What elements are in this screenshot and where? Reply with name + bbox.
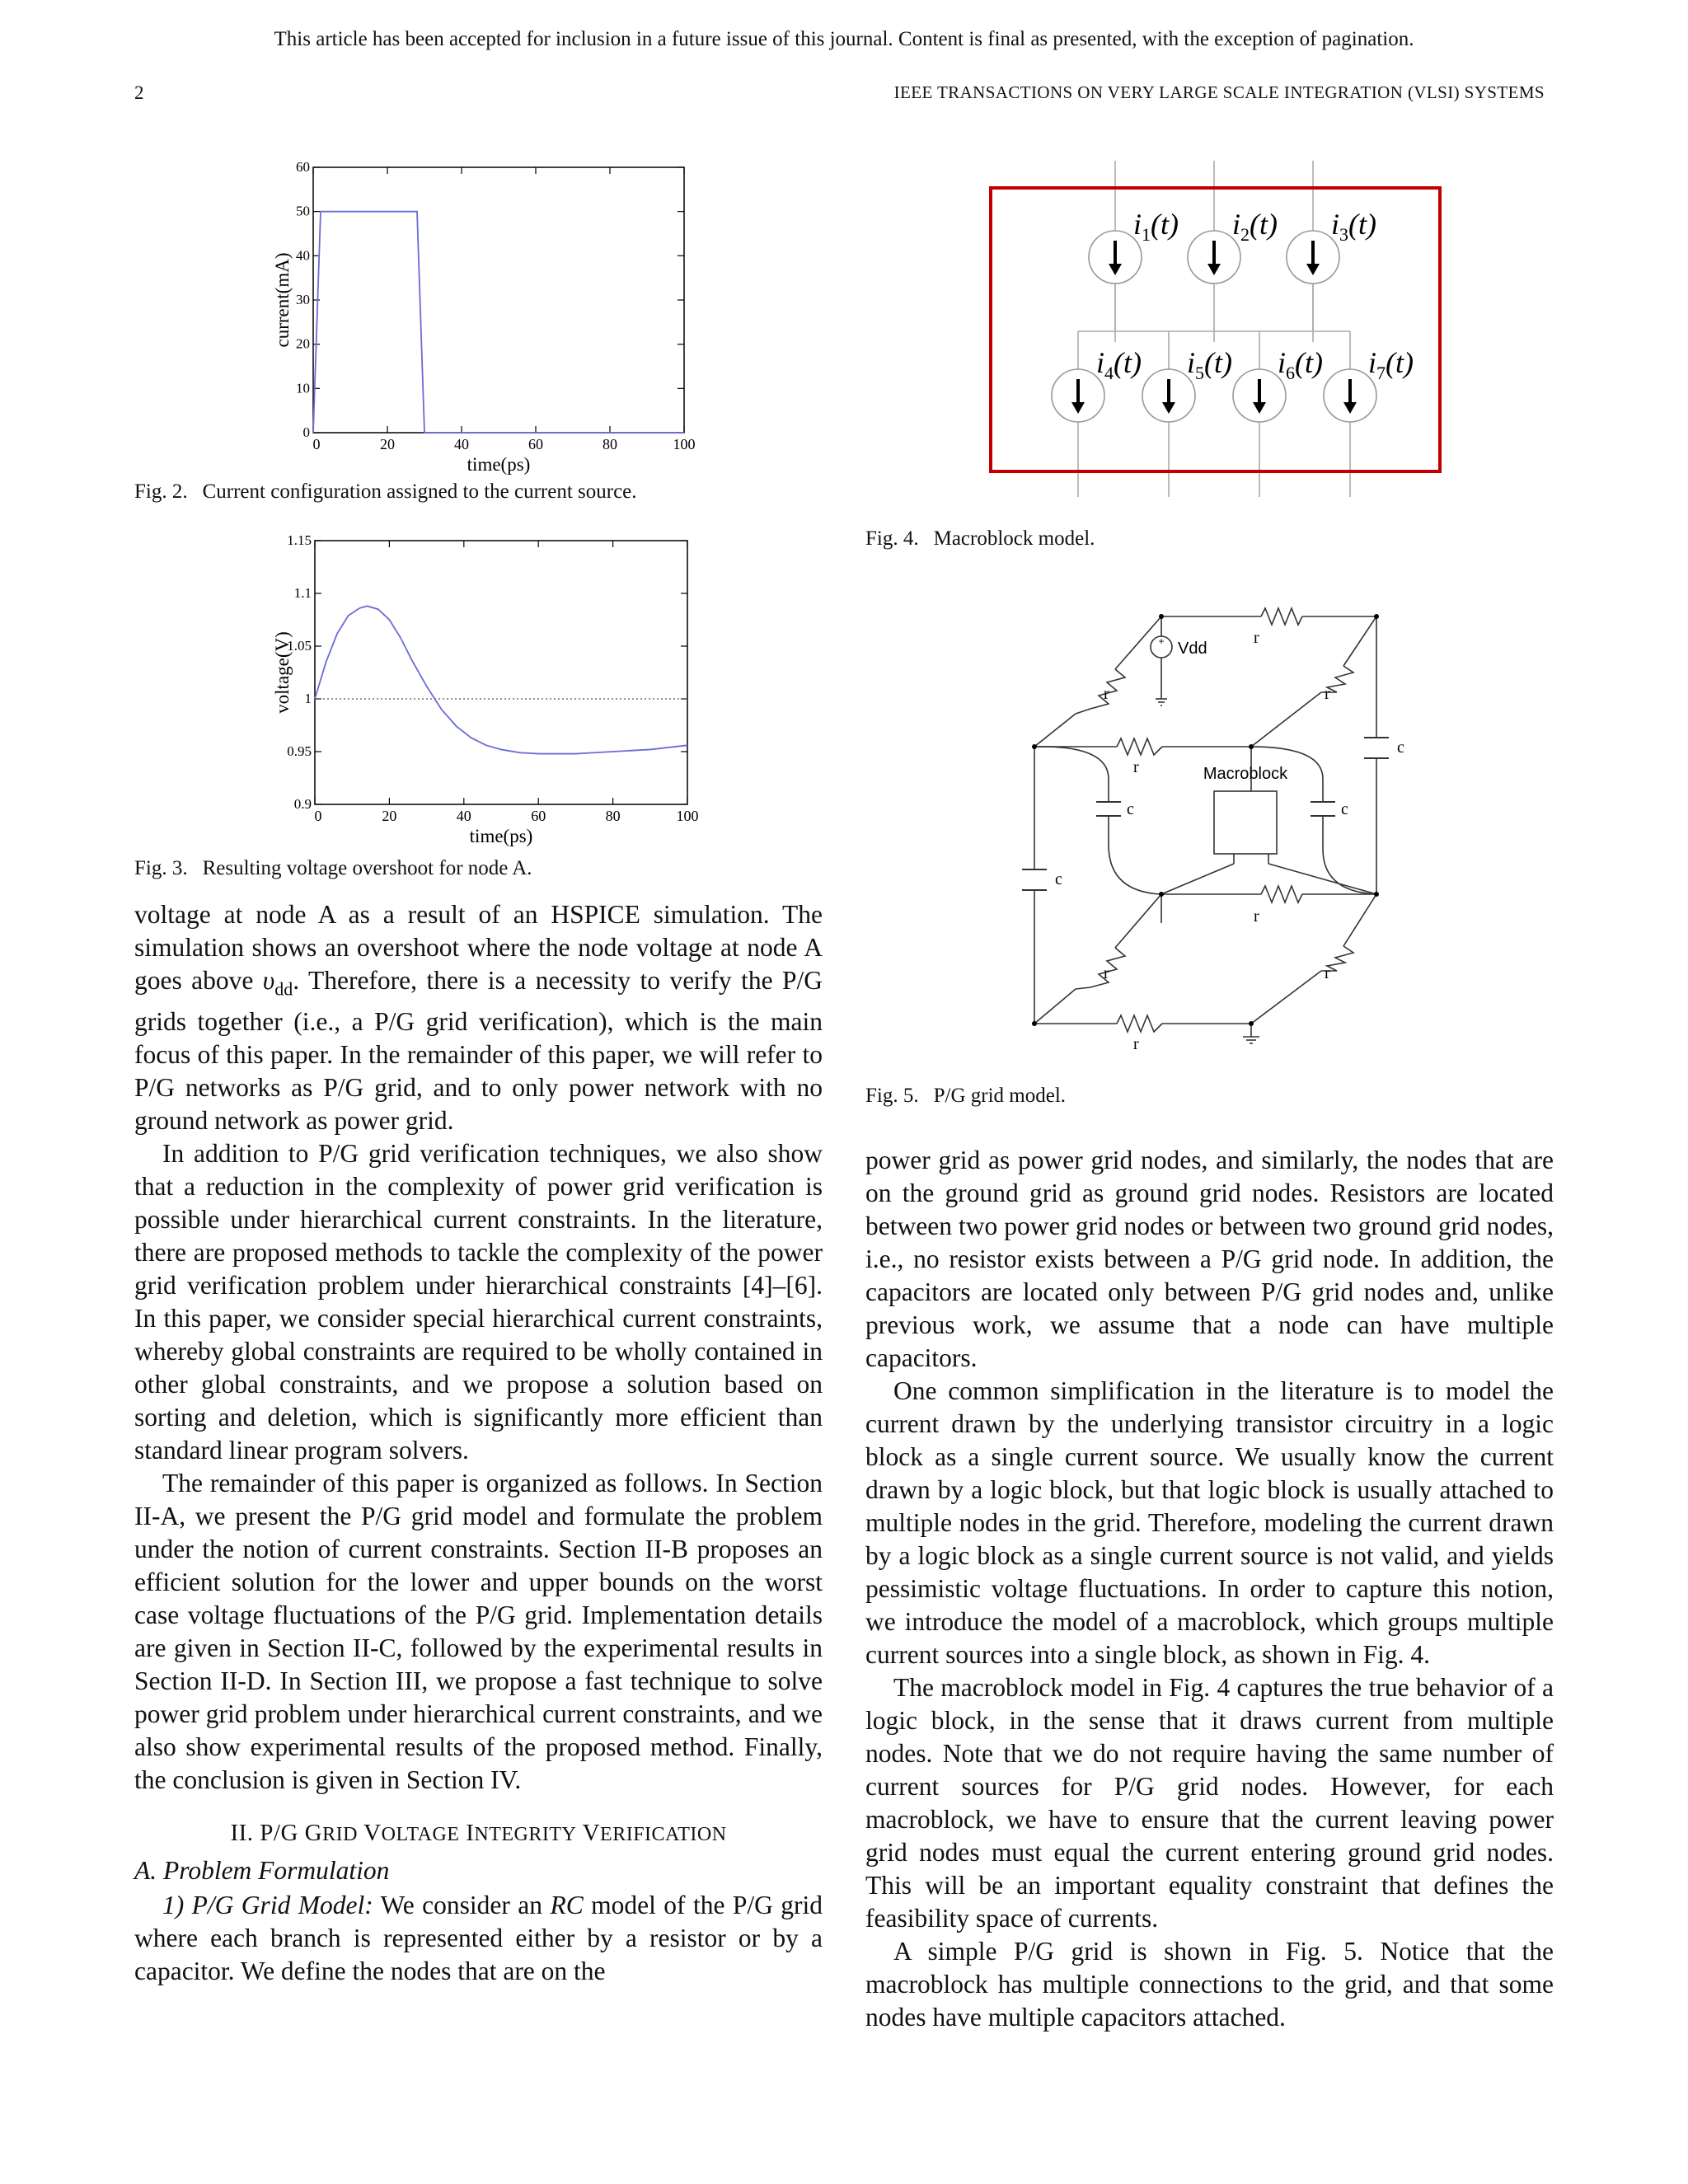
fig2-current-chart <box>247 152 709 478</box>
left-paragraph-3: The remainder of this paper is organized as follows. In Section II-A, we present the P/G grid model and formulate the problem under the notion of current constraints. Section II-B proposes an efficient solution for the lower and upper bounds on the worst case voltage fluctuations of the P/G grid. Implementation details are given in Section II-C, followed by the experimental results in Section II-D. In Section III, we propose a fast technique to solve power grid problem under hierarchical current constraints, and we also show experimental results of the proposed method. Finally, the conclusion is given in Section IV. <box>134 1469 823 1795</box>
current-source-label-3: $i_3(t)$ <box>1331 208 1376 245</box>
svg-text:c: c <box>1055 870 1062 888</box>
fig2-xtick-label: 80 <box>603 436 617 452</box>
svg-text:r: r <box>1133 758 1139 776</box>
current-source-label-4: $i_4(t)$ <box>1096 346 1142 383</box>
fig4-macroblock-diagram <box>981 157 1451 503</box>
right-paragraph-1: power grid as power grid nodes, and similarly, the nodes that are on the ground grid as ground grid nodes. Resistors are located between two power grid nodes or between two ground grid nodes, i.e., no resistor exists between a P/G grid node. In addition, the capacitors are located only between P/G grid nodes and, unlike previous work, we assume that a node can have multiple capacitors. <box>865 1146 1554 1372</box>
fig2-xtick-label: 40 <box>454 436 469 452</box>
fig5-capacitors <box>1022 738 1389 890</box>
current-source-label-7: $i_7(t)$ <box>1368 346 1414 383</box>
fig3-xtick-label: 20 <box>382 808 397 824</box>
svg-text:r: r <box>1104 685 1109 703</box>
fig5-ground-symbols <box>1156 699 1259 1043</box>
left-column <box>134 898 823 1988</box>
fig3-xtick-label: 40 <box>456 808 471 824</box>
fig2-plot-frame <box>313 167 684 433</box>
journal-title: IEEE TRANSACTIONS ON VERY LARGE SCALE INTEGRATION (VLSI) SYSTEMS <box>893 82 1545 102</box>
subsection-heading: A. Problem Formulation <box>134 1856 390 1886</box>
current-source-label-1: $i_1(t)$ <box>1133 208 1179 245</box>
svg-text:r: r <box>1254 629 1259 647</box>
right-column <box>865 1144 1554 2034</box>
left-paragraph-2: In addition to P/G grid verification techniques, we also show that a reduction in the complexity of power grid verification is possible under hierarchical current constraints. In the literature, there are proposed methods to tackle the complexity of the power grid verification problem under hierarchical constraints [4]–[6]. In this paper, we consider special hierarchical current constraints, whereby global constraints are required to be wholly contained in other global constraints, and we propose a solution based on sorting and deletion, which is significantly more efficient than standard linear program solvers. <box>134 1139 823 1465</box>
svg-text:+: + <box>1158 635 1165 647</box>
right-paragraph-4: A simple P/G grid is shown in Fig. 5. Notice that the macroblock has multiple connections to the grid, and that some nodes have multiple capacitors attached. <box>865 1937 1554 2032</box>
fig3-plot-frame <box>315 541 687 804</box>
fig2-ylabel: current(mA) <box>272 252 293 348</box>
fig3-ytick-label: 1.15 <box>287 532 312 548</box>
fig3-ytick-label: 0.95 <box>287 743 312 759</box>
fig4-caption-text: Macroblock model. <box>933 527 1095 550</box>
fig2-xtick-label: 0 <box>312 436 321 452</box>
fig3-ytick-label: 0.9 <box>293 796 312 812</box>
fig2-ytick-label: 30 <box>296 292 310 307</box>
page-number: 2 <box>134 82 144 103</box>
fig3-xtick-label: 80 <box>605 808 621 824</box>
fig3-series-line <box>315 606 687 753</box>
svg-text:r: r <box>1325 685 1330 703</box>
acceptance-notice: This article has been accepted for inclusion in a future issue of this journal. Content is final as presented, with the exception of pagination. <box>274 28 1414 50</box>
fig2-ytick-label: 50 <box>296 203 310 219</box>
left-paragraph-4: 1) P/G Grid Model: We consider an RC model of the P/G grid where each branch is represented either by a resistor or by a capacitor. We define the nodes that are on the <box>134 1891 823 1986</box>
current-source-label-2: $i_2(t)$ <box>1232 208 1278 245</box>
fig2-xtick-label: 100 <box>673 436 696 452</box>
fig4-current-sources <box>1052 208 1414 422</box>
section-heading: II. P/G GRID VOLTAGE INTEGRITY VERIFICATION <box>230 1820 727 1847</box>
fig3-ytick-label: 1 <box>304 691 312 706</box>
svg-text:r: r <box>1104 964 1109 982</box>
fig5-vdd-label: Vdd <box>1178 640 1207 658</box>
fig3-xlabel: time(ps) <box>469 826 533 846</box>
fig3-voltage-chart <box>247 526 709 846</box>
fig4-label: Fig. 4. <box>865 527 919 550</box>
current-source-label-6: $i_6(t)$ <box>1278 346 1323 383</box>
fig2-ytick-label: 10 <box>296 380 310 396</box>
fig5-macroblock-label: Macroblock <box>1203 765 1288 783</box>
fig3-xtick-label: 0 <box>314 808 322 824</box>
fig5-caption-text: P/G grid model. <box>933 1085 1067 1107</box>
fig2-caption-text: Current configuration assigned to the current source. <box>202 480 637 503</box>
fig2-xtick-label: 60 <box>528 436 543 452</box>
fig2-ytick-label: 0 <box>302 424 310 440</box>
svg-text:c: c <box>1127 800 1134 818</box>
fig4-caption <box>865 527 1095 551</box>
fig2-series-line <box>313 212 684 433</box>
fig3-ytick-label: 1.1 <box>293 585 312 601</box>
fig4-grid-lines <box>1078 161 1350 497</box>
fig3-label: Fig. 3. <box>134 857 188 879</box>
fig2-xtick-label: 20 <box>380 436 395 452</box>
left-paragraph-1: voltage at node A as a result of an HSPICE simulation. The simulation shows an overshoot where the node voltage at node A goes above $\upsilon_{dd}$. Therefore, there is a necessity to verify the P/G grids together (i.e., a P/G grid verification), which is the main focus of this paper. In the remainder of this paper, we will refer to P/G networks as P/G grid, and to only power network with no ground network as power grid. <box>134 900 823 1136</box>
fig3-xtick-label: 60 <box>531 808 546 824</box>
fig5-macroblock-box <box>1214 791 1277 854</box>
svg-text:c: c <box>1341 800 1348 818</box>
svg-text:r: r <box>1325 964 1330 982</box>
fig2-caption <box>134 480 637 504</box>
right-paragraph-2: One common simplification in the literature is to model the current drawn by the underlying transistor circuitry in a logic block as a single current source. We usually know the current drawn by a logic block, but that logic block is usually attached to multiple nodes in the grid. Therefore, modeling the current drawn by a logic block as a single current source is not valid, and yields pessimistic voltage fluctuations. In order to capture this notion, we introduce the model of a macroblock, which groups multiple current sources into a single block, as shown in Fig. 4. <box>865 1376 1554 1669</box>
fig2-ytick-label: 40 <box>296 247 310 264</box>
fig5-caption <box>865 1085 1066 1108</box>
fig3-caption-text: Resulting voltage overshoot for node A. <box>202 857 532 879</box>
fig2-label: Fig. 2. <box>134 480 188 503</box>
fig2-xlabel: time(ps) <box>467 454 531 475</box>
fig3-caption <box>134 857 532 880</box>
fig2-ytick-label: 60 <box>296 159 310 175</box>
svg-text:r: r <box>1133 1035 1139 1053</box>
fig5-label: Fig. 5. <box>865 1085 919 1107</box>
current-source-label-5: $i_5(t)$ <box>1187 346 1232 383</box>
fig2-ytick-label: 20 <box>296 335 310 352</box>
fig3-ylabel: voltage(V) <box>272 631 293 714</box>
fig3-xtick-label: 100 <box>676 808 699 824</box>
right-paragraph-3: The macroblock model in Fig. 4 captures the true behavior of a logic block, in the sense that it draws current from multiple nodes. Note that we do not require having the same number of current sources for P/G grid nodes. However, for each macroblock, we have to ensure that the current leaving power grid nodes must equal the current entering ground grid nodes. This will be an important equality constraint that defines the feasibility space of currents. <box>865 1673 1554 1933</box>
fig5-pg-grid-diagram <box>1010 602 1430 1063</box>
svg-text:r: r <box>1254 907 1259 926</box>
fig3-ytick-label: 1.05 <box>287 638 312 654</box>
svg-text:c: c <box>1397 738 1404 757</box>
